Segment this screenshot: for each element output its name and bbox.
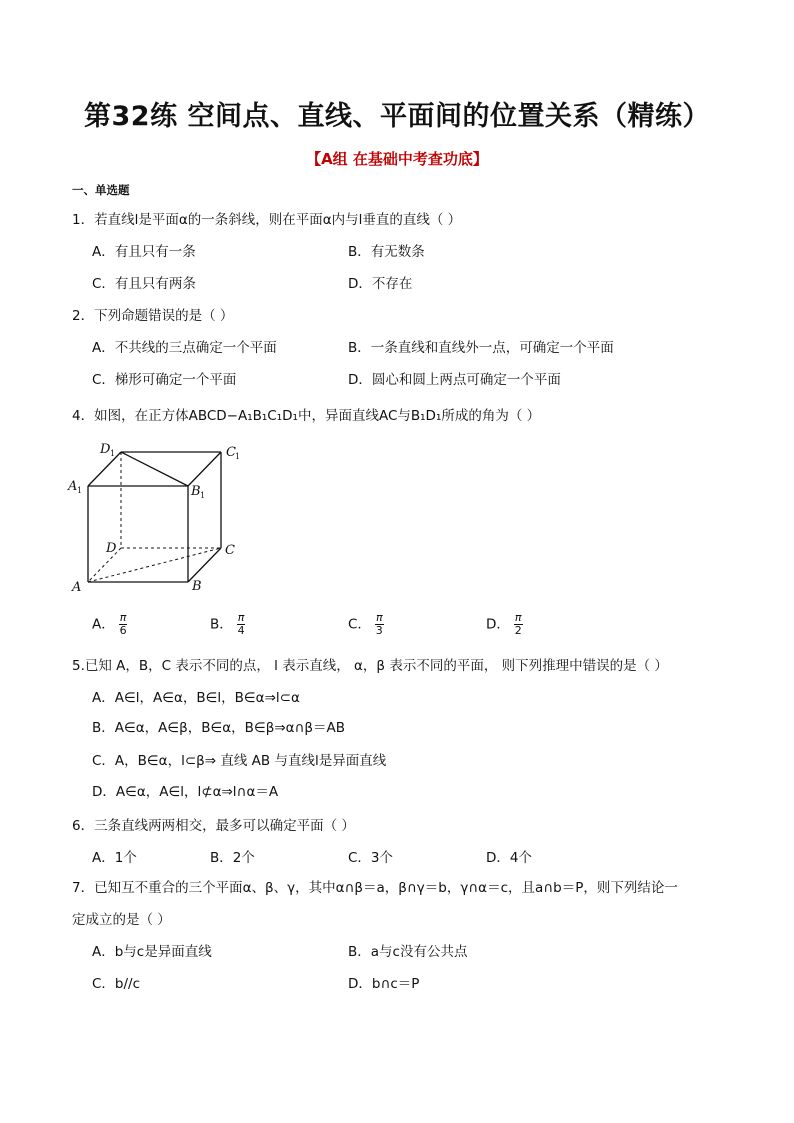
question-1-option-c: C．有且只有两条 <box>92 276 196 292</box>
question-5-option-c: C．A，B∈α，l⊂β⇒ 直线 AB 与直线l是异面直线 <box>92 753 387 769</box>
question-4-option-a: A． $\frac{\pi}{6}$ <box>92 611 127 637</box>
question-2-option-b: B．一条直线和直线外一点，可确定一个平面 <box>348 340 614 356</box>
question-2-option-d: D．圆心和圆上两点可确定一个平面 <box>348 372 561 388</box>
label-a1-sub: 1 <box>77 486 83 495</box>
question-6-option-c: C．3个 <box>348 850 394 866</box>
question-6-option-d: D．4个 <box>486 850 532 866</box>
label-a: A <box>72 580 82 594</box>
question-5-option-a: A．A∈l，A∈α，B∈l，B∈α⇒l⊂α <box>92 690 300 706</box>
question-5-option-d: D．A∈α，A∈l，l⊄α⇒l∩α＝A <box>92 784 279 800</box>
label-c: C <box>225 543 235 558</box>
label-d: D <box>106 541 117 556</box>
question-7-stem-line2: 定成立的是（ ） <box>72 912 171 928</box>
question-1-option-a: A．有且只有一条 <box>92 244 196 260</box>
question-1-option-d: D．不存在 <box>348 276 413 292</box>
label-a1: A <box>68 479 78 494</box>
question-7-option-d: D．b∩c＝P <box>348 976 420 992</box>
label-b1-sub: 1 <box>200 491 206 500</box>
question-2-option-a: A．不共线的三点确定一个平面 <box>92 340 277 356</box>
section-heading: 一、单选题 <box>72 183 130 197</box>
question-7-option-b: B．a与c没有公共点 <box>348 944 468 960</box>
question-5-stem: 5.已知 A，B，C 表示不同的点， l 表示直线， α，β 表示不同的平面， 则下列推理中错误的是（ ） <box>72 658 668 674</box>
question-1-stem: 1．若直线l是平面α的一条斜线，则在平面α内与l垂直的直线（ ） <box>72 212 462 228</box>
question-6-stem: 6．三条直线两两相交，最多可以确定平面（ ） <box>72 818 355 834</box>
question-1-option-b: B．有无数条 <box>348 244 425 260</box>
question-5-option-b: B．A∈α，A∈β，B∈α，B∈β⇒α∩β＝AB <box>92 720 346 736</box>
question-7-option-c: C．b//c <box>92 976 141 992</box>
question-6-option-a: A．1个 <box>92 850 137 866</box>
question-2-stem: 2．下列命题错误的是（ ） <box>72 308 234 324</box>
label-b: B <box>192 579 202 594</box>
page-title: 第32练 空间点、直线、平面间的位置关系（精练） <box>84 101 710 132</box>
group-subtitle: 【A组 在基础中考查功底】 <box>306 150 488 168</box>
cube-figure <box>66 434 256 594</box>
label-c1-sub: 1 <box>235 452 241 461</box>
label-d1-sub: 1 <box>110 449 116 458</box>
question-6-option-b: B．2个 <box>210 850 255 866</box>
label-c1: C <box>226 445 236 460</box>
question-4-option-d: D． $\frac{\pi}{2}$ <box>486 611 522 637</box>
question-2-option-c: C．梯形可确定一个平面 <box>92 372 237 388</box>
question-4-option-b: B． $\frac{\pi}{4}$ <box>210 611 245 637</box>
diagonal-b1d1 <box>121 452 188 486</box>
question-7-stem-line1: 7．已知互不重合的三个平面α、β、γ，其中α∩β＝a，β∩γ＝b，γ∩α＝c，且a∩b＝P，则下列结论一 <box>72 880 678 896</box>
question-4-option-c: C． $\frac{\pi}{3}$ <box>348 611 383 637</box>
question-7-option-a: A．b与c是异面直线 <box>92 944 212 960</box>
label-d1: D <box>100 442 111 457</box>
question-4-stem: 4．如图，在正方体ABCD−A₁B₁C₁D₁中，异面直线AC与B₁D₁所成的角为（ ） <box>72 408 541 424</box>
label-b1: B <box>191 484 201 499</box>
